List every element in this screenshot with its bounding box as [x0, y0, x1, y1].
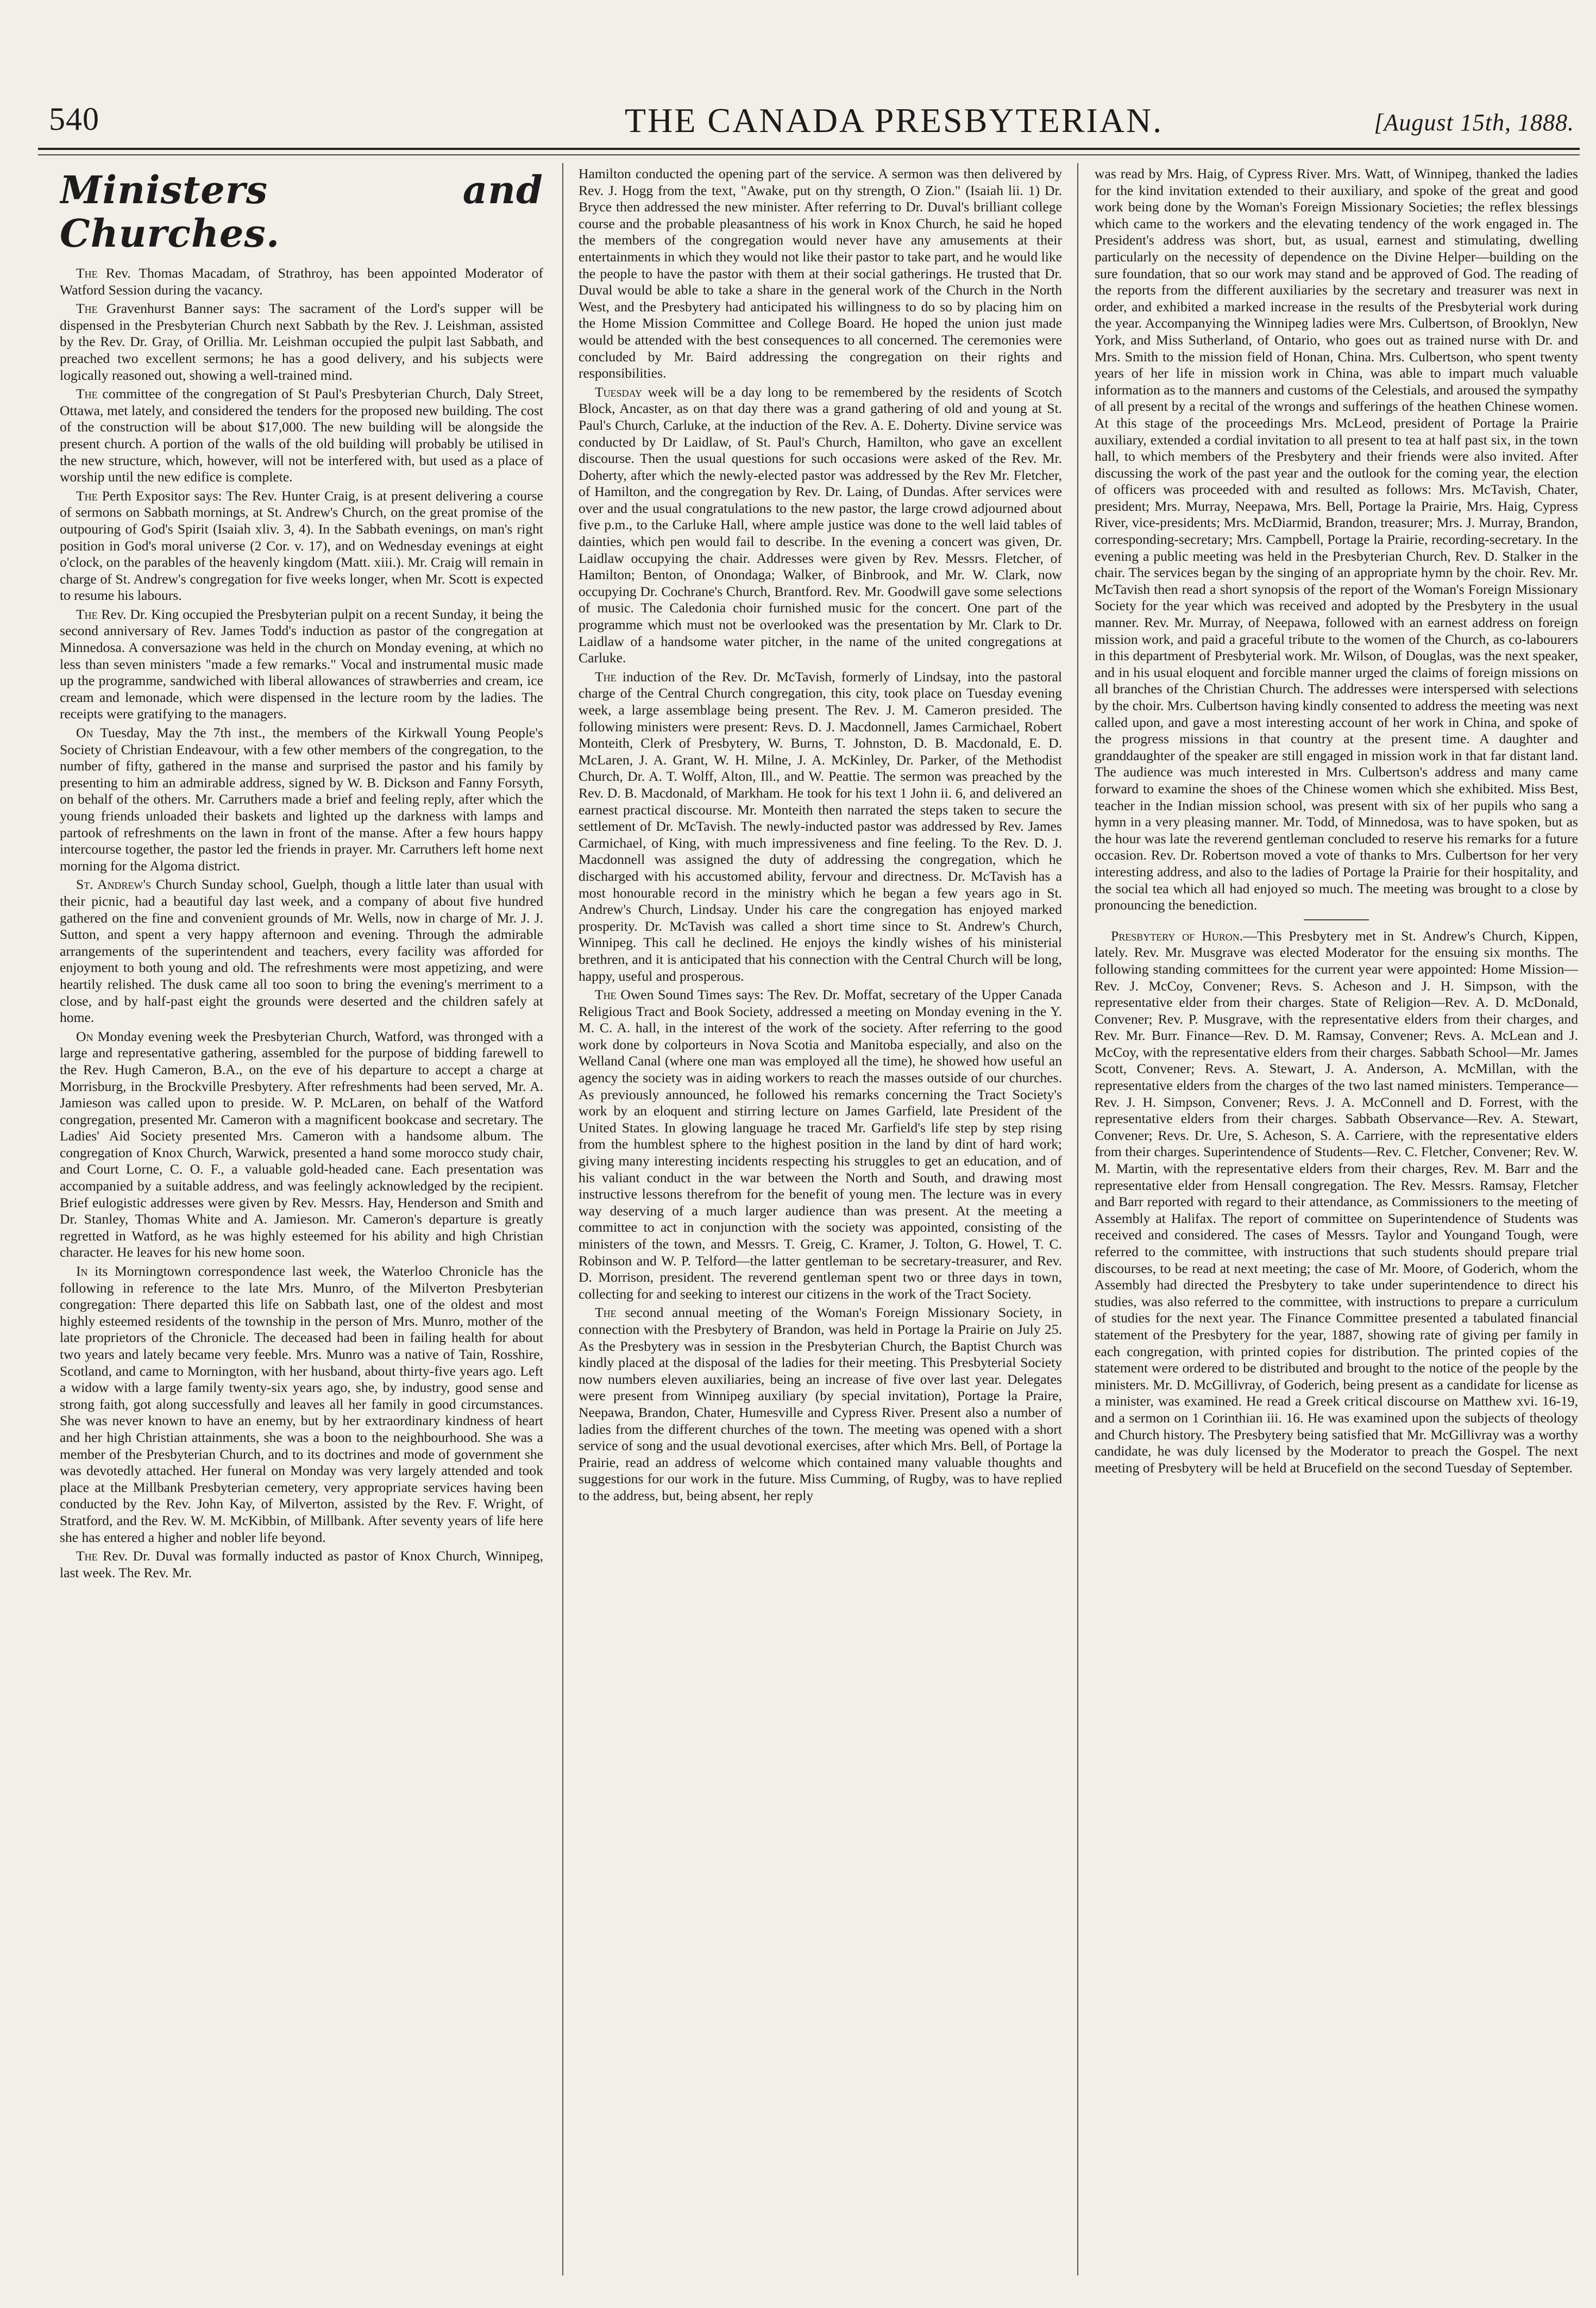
paragraph-lead: Presbytery of Huron.	[1111, 927, 1243, 944]
article-paragraph	[579, 987, 1062, 1302]
paragraph-text: Tuesday, May the 7th inst., the members of the Kirkwall Young People's Society of Christian Endeavour, with a few other members of the congregation, to the number of fifty, gathered in the manse and surprised the pastor and his family by presenting to him an admirable address, signed by W. B. Dickson and Fanny Forsyth, on behalf of the others. Mr. Carruthers made a brief and feeling reply, after which the young friends unloaded their baskets and lighted up the darkness with lamps and partook of refreshments on the lawn in front of the manse. After a few hours happy intercourse together, the pastor led the friends in prayer. Mr. Carruthers left home next morning for the Algoma district.	[60, 725, 543, 874]
paragraph-lead: The	[76, 265, 98, 281]
article-paragraph	[1095, 928, 1578, 1477]
column-divider-2	[1077, 163, 1078, 2275]
paragraph-lead: The	[76, 386, 98, 402]
paragraph-lead: The	[76, 487, 98, 504]
article-paragraph	[60, 1028, 543, 1261]
paragraph-lead: St. Andrew's	[76, 876, 152, 893]
paragraph-text: Hamilton conducted the opening part of the service. A sermon was then delivered by Rev. J. Hogg from the text, "Awake, put on thy strength, O Zion." (Isaiah lii. 1) Dr. Bryce then addressed the new minister. After referring to Dr. Duval's brilliant college course and the probable pleasantness of his work in Knox Church, he said he hoped the members of the congregation would never have any amusements at their entertainments in which they would not like their pastor to take part, and he would like the people to have the pastor with them at their social gatherings. He trusted that Dr. Duval would be able to take a share in the general work of the Church in the North West, and the Presbytery had anticipated his willingness to do so by placing him on the Home Mission Committee and College Board. He hoped the union just made would be attended with the best consequences to all concerned. The ceremonies were concluded by Mr. Baird addressing the congregation on their rights and responsibilities.	[579, 166, 1062, 381]
paragraph-text: Rev. Thomas Macadam, of Strathroy, has been appointed Moderator of Watford Session during the vacancy.	[60, 265, 543, 298]
paragraph-text: Rev. Dr. King occupied the Presbyterian pulpit on a recent Sunday, it being the second anniversary of Rev. James Todd's induction as pastor of the congregation at Minnedosa. A conversazione was held in the church on Monday evening, at which no less than seven ministers "made a few remarks." Vocal and instrumental music made up the programme, sandwiched with liberal allowances of strawberries and cream, ice cream and lemonade, which were dispensed in the lecture room by the ladies. The receipts were gratifying to the managers.	[60, 606, 543, 722]
paragraph-lead: The	[76, 300, 98, 317]
column-2	[579, 166, 1062, 2274]
issue-date: [August 15th, 1888.	[1374, 109, 1574, 136]
paragraph-lead: On	[76, 1028, 93, 1044]
column-1	[60, 166, 543, 2274]
paragraph-text: Perth Expositor says: The Rev. Hunter Craig, is at present delivering a course of sermons on Sabbath mornings, at St. Andrew's Church, on the great promise of the outpouring of God's Spirit (Isaiah xliv. 3, 4). In the Sabbath evenings, on man's right position in God's moral universe (2 Cor. v. 17), and on Wednesday evenings at eight o'clock, on the parables of the heavenly kingdom (Matt. xiii.). Mr. Craig will remain in charge of St. Andrew's congregation for five weeks longer, when Mr. Scott is expected to resume his labours.	[60, 487, 543, 604]
article-paragraph	[579, 669, 1062, 984]
paragraph-text: induction of the Rev. Dr. McTavish, formerly of Lindsay, into the pastoral charge of the Central Church congregation, this city, took place on Tuesday evening week, a large assemblage being present. The Rev. J. M. Cameron presided. The following ministers were present: Revs. D. J. Macdonnell, James Carmichael, Robert Monteith, Clerk of Presbytery, W. Burns, T. Johnston, D. B. Macdonald, E. D. McLaren, J. A. Grant, W. H. Milne, J. A. McKinley, Dr. Parker, of the Methodist Church, Dr. A. T. Wolff, Alton, Ill., and W. Peattie. The sermon was preached by the Rev. D. B. Macdonald, of Markham. He took for his text 1 John ii. 6, and delivered an earnest practical discourse. Mr. Monteith then narrated the steps taken to secure the settlement of Dr. McTavish. The newly-inducted pastor was addressed by Rev. James Carmichael, of King, with much impressiveness and fine feeling. To the Rev. D. J. Macdonnell was assigned the duty of addressing the congregation, which he discharged with his accustomed ability, fervour and directness. Dr. McTavish has a most honourable record in the ministry which he began a few years ago in St. Andrew's Church, Lindsay. Under his care the congregation has enjoyed marked prosperity. Dr. McTavish was called a short time since to St. Andrew's Church, Winnipeg. This call he declined. He enjoys the kindly wishes of his ministerial brethren, and it is anticipated that his connection with the Central Church will be long, happy, useful and prosperous.	[579, 668, 1062, 984]
section-separator	[1304, 919, 1369, 920]
paragraph-lead: In	[76, 1263, 88, 1280]
paragraph-text: its Morningtown correspondence last week, the Waterloo Chronicle has the following in reference to the late Mrs. Munro, of the Milverton Presbyterian congregation: There departed this life on Sabbath last, one of the oldest and most highly esteemed residents of the township in the person of Mrs. Munro, mother of the late proprietors of the Chronicle. The deceased had been in failing health for about two years and lately became very feeble. Mrs. Munro was a native of Tain, Rosshire, Scotland, and came to Mornington, with her husband, about thirty-five years ago. Left a widow with a large family twenty-six years ago, she, by industry, good sense and strong faith, got along successfully and leaves all her family in good circumstances. She was never known to have an enemy, but by her extraordinary kindness of heart and her high Christian attainments, she was a boon to the neighbourhood. She was a member of the Presbyterian Church, and to its doctrines and mode of government she was devotedly attached. Her funeral on Monday was very largely attended and took place at the Millbank Presbyterian cemetery, very appropriate services having been conducted by the Rev. John Kay, of Milverton, assisted by the Rev. F. Wright, of Stratford, and the Rev. W. M. McKibbin, of Millbank. After seventy years of life here she has entered a higher and nobler life beyond.	[60, 1263, 543, 1545]
paragraph-lead: The	[76, 606, 98, 622]
article-paragraph	[60, 386, 543, 486]
paragraph-text: Rev. Dr. Duval was formally inducted as pastor of Knox Church, Winnipeg, last week. The Rev. Mr.	[60, 1548, 543, 1581]
paragraph-lead: Tuesday	[595, 384, 642, 400]
article-paragraph	[60, 265, 543, 298]
article-paragraph	[60, 1263, 543, 1546]
header-rule-thin	[38, 154, 1580, 155]
article-paragraph	[60, 488, 543, 604]
article-paragraph	[579, 1304, 1062, 1504]
paragraph-text: Monday evening week the Presbyterian Church, Watford, was thronged with a large and representative gathering, assembled for the purpose of bidding farewell to the Rev. Hugh Cameron, B.A., on the eve of his departure to accept a charge at Morrisburg, in the Brockville Presbytery. After refreshments had been served, Mr. A. Jamieson was called upon to preside. W. P. McLaren, on behalf of the Watford congregation, presented Mr. Cameron with a magnificent bookcase and secretary. The Ladies' Aid Society presented Mrs. Cameron with a handsome album. The congregation of Knox Church, Warwick, presented a hand some morocco study chair, and Court Lorne, C. O. F., a valuable gold-headed cane. Each presentation was accompanied by a suitable address, and was feelingly acknowledged by the recipient. Brief eulogistic addresses were given by Rev. Messrs. Hay, Henderson and Smith and Dr. Stanley, Thomas White and A. Jamieson. Mr. Cameron's departure is greatly regretted in Watford, as he was highly esteemed for his ability and high Christian character. He leaves for his new home soon.	[60, 1028, 543, 1260]
article-paragraph	[60, 1548, 543, 1581]
article-paragraph	[60, 606, 543, 723]
header-rule	[38, 148, 1580, 150]
page-number: 540	[49, 101, 99, 137]
article-paragraph	[579, 384, 1062, 667]
paragraph-lead: The	[76, 1548, 98, 1564]
paragraph-text: —This Presbytery met in St. Andrew's Church, Kippen, lately. Rev. Mr. Musgrave was elected Moderator for the ensuing six months. The following standing committees for the current year were appointed: Home Mission—Rev. J. McCoy, Convener; Revs. S. Acheson and J. H. Simpson, with the representative elder from their charges. State of Religion—Rev. A. D. McDonald, Convener; Rev. P. Musgrave, with the representative elders from their charges, and Rev. Mr. Burr. Finance—Rev. D. M. Ramsay, Convener; Revs. A. McLean and J. McCoy, with the representative elders from their charges. Sabbath School—Mr. James Scott, Convener; Revs. A. Stewart, J. A. Anderson, A. McMillan, with the representative elders from the charges of the two last named ministers. Temperance—Rev. J. H. Simpson, Convener; Revs. J. A. McConnell and D. Forrest, with the representative elders from their charges. Sabbath Observance—Rev. A. Stewart, Convener; Revs. Dr. Ure, S. Acheson, S. A. Carriere, with the representative elders from their charges. Superintendence of Students—Rev. C. Fletcher, Convener; Rev. W. M. Martin, with the representative elders from their charges, Rev. M. Barr and the representative elder from Hensall congregation. The Rev. Messrs. Ramsay, Fletcher and Barr reported with regard to their attendance, as Commissioners to the meeting of Assembly at Halifax. The report of committee on Superintendence of Students was received and considered. The cases of Messrs. Taylor and Youngand Tough, were referred to the committee, with instructions that such students should prepare trial discourses, to be read at next meeting; the case of Mr. Moore, of Goderich, whom the Assembly had directed the Presbytery to take under superintendence to direct his studies, was also referred to the committee, with instructions to prepare a curriculum of studies for the next year. The Finance Committee presented a tabulated financial statement of the Presbytery for the year, 1887, showing rate of giving per family in each congregation, with printed copies for distribution. The printed copies of the statement were ordered to be distributed and brought to the notice of the people by the ministers. Mr. D. McGillivray, of Goderich, being present as a candidate for license as a minister, was examined. He read a Greek critical discourse on Matthew xvi. 16-19, and a sermon on 1 Corinthian iii. 16. He was examined upon the subjects of theology and Church history. The Presbytery being satisfied that Mr. McGillivray was a worthy candidate, he was duly licensed by the Moderator to preach the Gospel. The next meeting of Presbytery will be held at Brucefield on the second Tuesday of September.	[1095, 927, 1578, 1476]
article-paragraph	[579, 166, 1062, 382]
paragraph-text: was read by Mrs. Haig, of Cypress River. Mrs. Watt, of Winnipeg, thanked the ladies for the kind invitation extended to their auxiliary, and spoke of the great and good work being done by the Woman's Foreign Missionary Societies; the reflex blessings which came to the workers and the elevating tendency of the work engaged in. The President's address was short, but, as usual, earnest and stimulating, dwelling particularly on the necessity of dependence on the Divine Helper—building on the sure foundation, that so our work may stand and be approved of God. The reading of the reports from the different auxiliaries by the secretary and treasurer was next in order, and exhibited a marked increase in the results of the Presbyterial work during the year. Accompanying the Winnipeg ladies were Mrs. Culbertson, of Brooklyn, New York, and Miss Sutherland, of Ontario, who goes out as trained nurse with Dr. and Mrs. Smith to the mission field of Honan, China. Mrs. Culbertson, who spent twenty years of her life in mission work in China, was able to impart much valuable information as to the manners and customs of the Celestials, and aroused the sympathy of all present by a recital of the wrongs and sufferings of the heathen Chinese women. At this stage of the proceedings Mrs. McLeod, president of Portage la Prairie auxiliary, extended a cordial invitation to all present to tea at half past six, in the town hall, to which members of the Presbytery and their friends were also invited. After discussing the work of the past year and the outlook for the coming year, the election of officers was proceeded with and resulted as follows: Mrs. McTavish, Chater, president; Mrs. Murray, Neepawa, Mrs. Bell, Portage la Prairie, Mrs. Haig, Cypress River, vice-presidents; Mrs. McDiarmid, Brandon, treasurer; Mrs. J. Murray, Brandon, corresponding-secretary; Mrs. Campbell, Portage la Prairie, recording-secretary. In the evening a public meeting was held in the Presbyterian Church, Rev. D. Stalker in the chair. The services began by the singing of an appropriate hymn by the choir. Rev. Mr. McTavish then read a short synopsis of the report of the Woman's Foreign Missionary Society for the year which was received and adopted by the Presbytery in the usual manner. Rev. Mr. Murray, of Neepawa, followed with an earnest address on foreign mission work, and paid a graceful tribute to the women of the Church, as co-labourers in this department of Presbyterial work. Mr. Wilson, of Douglas, was the next speaker, and in his usual eloquent and forcible manner urged the claims of foreign missions on all branches of the Christian Church. The addresses were interspersed with selections by the choir. Mrs. Culbertson having kindly consented to address the meeting was next called upon, and gave a most interesting account of her work in China, and spoke of the progress missions in that country at the present time. A daughter and granddaughter of the speaker are still engaged in mission work in that far distant land. The audience was much interested in Mrs. Culbertson's address and many came forward to examine the shoes of the Chinese women which she exhibited. Miss Best, teacher in the Indian mission school, was present with six of her pupils who sang a hymn in a very pleasing manner. Mr. Todd, of Minnedosa, was to have spoken, but as the hour was late the reverend gentleman concluded to reserve his remarks for a future occasion. Rev. Dr. Robertson moved a vote of thanks to Mrs. Culbertson for her very interesting address, and also to the ladies of Portage la Prairie for their hospitality, and the social tea which all had enjoyed so much. The meeting was brought to a close by pronouncing the benediction.	[1095, 166, 1578, 913]
article-paragraph	[60, 725, 543, 874]
paragraph-text: Owen Sound Times says: The Rev. Dr. Moffat, secretary of the Upper Canada Religious Tract and Book Society, addressed a meeting on Monday evening in the Y. M. C. A. hall, in the interest of the work of the society. After referring to the good work done by colporteurs in Nova Scotia and Manitoba especially, and also on the Welland Canal (where one man was employed all the time), he showed how useful an agency the society was in aiding workers to reach the masses outside of our churches. As previously announced, he followed his remarks concerning the Tract Society's work by an eloquent and stirring lecture on James Garfield, late President of the United States. In glowing language he traced Mr. Garfield's life step by step rising from the humblest sphere to the highest position in the land by dint of hard work; giving many interesting incidents respecting his struggles to get an education, and of his valiant conduct in the war between the North and South, and drawing most instructive lessons therefrom for the benefit of young men. The lecture was in every way deserving of a much larger audience than was present. At the meeting a committee to act in conjunction with the society was appointed, consisting of the ministers of the town, and Messrs. T. Greig, C. Kramer, J. Tolton, G. Howel, T. C. Robinson and W. P. Telford—the latter gentleman to be secretary-treasurer, and Rev. D. Morrison, president. The reverend gentleman spent two or three days in town, collecting for and seeking to interest our citizens in the work of the Tract Society.	[579, 987, 1062, 1302]
paragraph-lead: On	[76, 725, 93, 741]
paragraph-text: Gravenhurst Banner says: The sacrament of the Lord's supper will be dispensed in the Presbyterian Church next Sabbath by the Rev. J. Leishman, assisted by the Rev. Dr. Gray, of Orillia. Mr. Leishman occupied the pulpit last Sabbath, and preached two excellent sermons; he has a good delivery, and his subjects were logically reasoned out, showing a well-trained mind.	[60, 300, 543, 383]
section-heading: Ministers and Churches.	[60, 167, 543, 256]
article-paragraph	[1095, 166, 1578, 914]
column-3	[1095, 166, 1578, 2274]
paragraph-lead: The	[595, 1304, 617, 1321]
paragraph-lead: The	[595, 987, 617, 1003]
paragraph-text: committee of the congregation of St Paul's Presbyterian Church, Daly Street, Ottawa, met lately, and considered the tenders for the proposed new building. The cost of the construction will be about $17,000. The new building will be alongside the present church. A portion of the walls of the old building will probably be utilised in the new structure, which, however, will not be interfered with, but used as a place of worship until the new edifice is complete.	[60, 386, 543, 485]
paragraph-text: week will be a day long to be remembered by the residents of Scotch Block, Ancaster, as on that day there was a grand gathering of old and young at St. Paul's Church, Carluke, at the induction of the Rev. A. E. Doherty. Divine service was conducted by Dr Laidlaw, of St. Paul's Church, Hamilton, who gave an excellent discourse. Then the usual questions for such occasions were asked of the Rev. Mr. Doherty, after which the newly-elected pastor was addressed by the Rev Mr. Fletcher, of Hamilton, and the congregation by Rev. Dr. Laing, of Dundas. After services were over and the usual congratulations to the new pastor, the large crowd adjourned about five p.m., to the Carluke Hall, where ample justice was done to the well laid tables of dainties, which pen would fail to describe. In the evening a concert was given, Dr. Laidlaw occupying the chair. Addresses were given by Rev. Messrs. Fletcher, of Hamilton; Benton, of Onondaga; Walker, of Binbrook, and Mr. W. Clark, now occupying Dr. Cochrane's Church, Brantford. Rev. Mr. Goodwill gave some selections of music. The Caledonia choir furnished music for the concert. One part of the programme which must not be overlooked was the presentation by Mr. Clark to Dr. Laidlaw of a handsome water pitcher, in the name of the united congregations at Carluke.	[579, 384, 1062, 666]
article-paragraph	[60, 300, 543, 384]
paragraph-lead: The	[595, 668, 617, 685]
article-paragraph	[60, 876, 543, 1026]
masthead-title: THE CANADA PRESBYTERIAN.	[625, 101, 1164, 140]
paragraph-text: Church Sunday school, Guelph, though a little later than usual with their picnic, had a beautiful day last week, and a company of about five hundred gathered on the fine and convenient grounds of Mr. Wells, now in charge of Mr. J. J. Sutton, and spent a very happy afternoon and evening. Through the admirable arrangements of the superintendent and teachers, every facility was afforded for enjoyment to both young and old. The refreshments were most appetizing, and were heartily relished. The dusk came all too soon to bring the evening's merriment to a close, and by half-past eight the grounds were deserted and the children safely at home.	[60, 876, 543, 1026]
column-divider-1	[562, 163, 563, 2275]
paragraph-text: second annual meeting of the Woman's Foreign Missionary Society, in connection with the Presbytery of Brandon, was held in Portage la Prairie on July 25. As the Presbytery was in session in the Presbyterian Church, the Baptist Church was kindly placed at the disposal of the ladies for their meeting. This Presbyterial Society now numbers eleven auxiliaries, being an increase of five over last year. Delegates were present from Winnipeg auxiliary (by special invitation), Portage la Praire, Neepawa, Brandon, Chater, Humesville and Cypress River. Present also a number of ladies from the different churches of the town. The meeting was opened with a short service of song and the usual devotional exercises, after which Mrs. Bell, of Portage la Prairie, read an address of welcome which contained many valuable thoughts and suggestions for our work in the future. Miss Cumming, of Rugby, was to have replied to the address, but, being absent, her reply	[579, 1304, 1062, 1503]
